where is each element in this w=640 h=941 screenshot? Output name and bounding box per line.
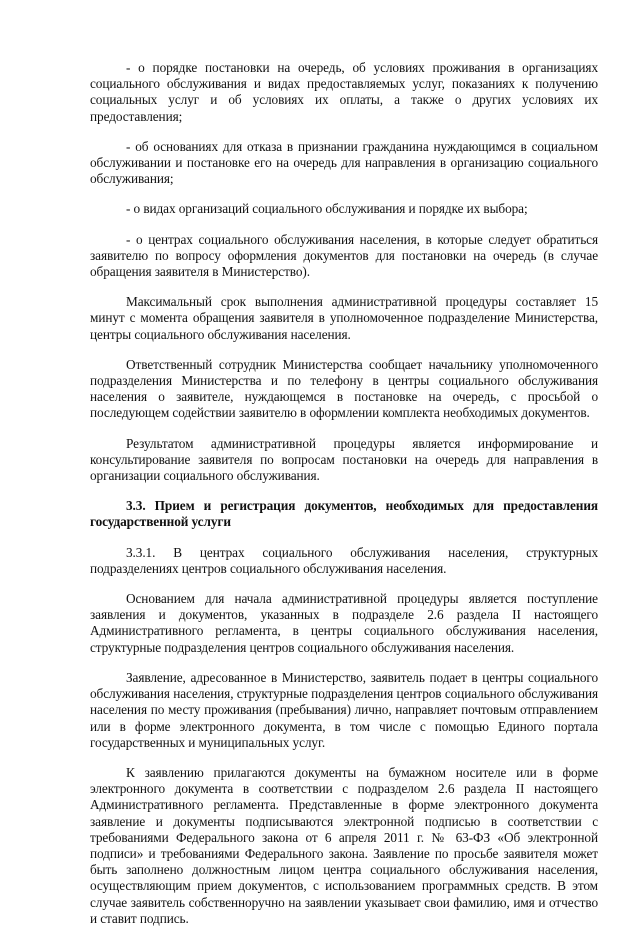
paragraph-application-submission: Заявление, адресованное в Министерство, заявитель подает в центры социального обслуживания населения, структурные подразделения центров социального обслуживания населения по месту проживания (пребывания) лично, направляет почтовым отправлением или в форме электронного документа, в том числе с помощью Единого портала государственных и муниципальных услуг. xyxy=(90,669,598,750)
paragraph-procedure-basis: Основанием для начала административной процедуры является поступление заявления и документов, указанных в подразделе 2.6 раздела II настоящего Административного регламента, в центры социального обслуживания населения, структурные подразделения центров социального обслуживания населения. xyxy=(90,591,598,655)
paragraph-organization-types: - о видах организаций социального обслуживания и порядке их выбора; xyxy=(126,201,528,217)
document-page xyxy=(90,60,598,941)
paragraph-responsible-officer: Ответственный сотрудник Министерства сообщает начальнику уполномоченного подразделения Министерства и по телефону в центры социального обслуживания населения о заявителе, нуждающемся в постановке на очередь, с просьбой о последующем содействии заявителю в оформлении комплекта необходимых документов. xyxy=(90,356,598,421)
paragraph-procedure-result: Результатом административной процедуры является информирование и консультирование заявителя по вопросам постановки на очередь для направления в организации социального обслуживания. xyxy=(90,435,598,484)
paragraph-attached-documents: К заявлению прилагаются документы на бумажном носителе или в форме электронного документа в соответствии с подразделом 2.6 раздела II настоящего Административного регламента. Представленные в форме электронного документа заявление и документы подписываются электронной подписью в соответствии с требованиями Федерального закона от 6 апреля 2011 г. № 63-ФЗ «Об электронной подписи» и требованиями Федерального закона. Заявление по просьбе заявителя может быть заполнено должностным лицом центра социального обслуживания населения, осуществляющим прием документов, с использованием программных средств. В этом случае заявитель собственноручно на заявлении указывает свои фамилию, имя и отчество и ставит подпись. xyxy=(90,764,598,926)
paragraph-max-duration: Максимальный срок выполнения административной процедуры составляет 15 минут с момента обращения заявителя в уполномоченное подразделение Министерства, центры социального обслуживания населения. xyxy=(90,294,598,342)
paragraph-3-3-1: 3.3.1. В центрах социального обслуживания населения, структурных подразделениях центров социального обслуживания населения. xyxy=(90,544,598,576)
paragraph-queue-info: - о порядке постановки на очередь, об условиях проживания в организациях социального обслуживания и видах предоставляемых услуг, показаниях к получению социальных услуг и об условиях их оплаты, а также о других условиях их предоставления; xyxy=(90,60,598,124)
paragraph-refusal-grounds: - об основаниях для отказа в признании гражданина нуждающимся в социальном обслуживании и постановке его на очередь для направления в организацию социального обслуживания; xyxy=(90,138,598,187)
section-heading: 3.3. Прием и регистрация документов, необходимых для предоставления государственной услуги xyxy=(90,498,598,530)
paragraph-service-centers: - о центрах социального обслуживания населения, в которые следует обратиться заявителю по вопросу оформления документов для постановки на очередь (в случае обращения заявителя в Министерство). xyxy=(90,231,598,280)
